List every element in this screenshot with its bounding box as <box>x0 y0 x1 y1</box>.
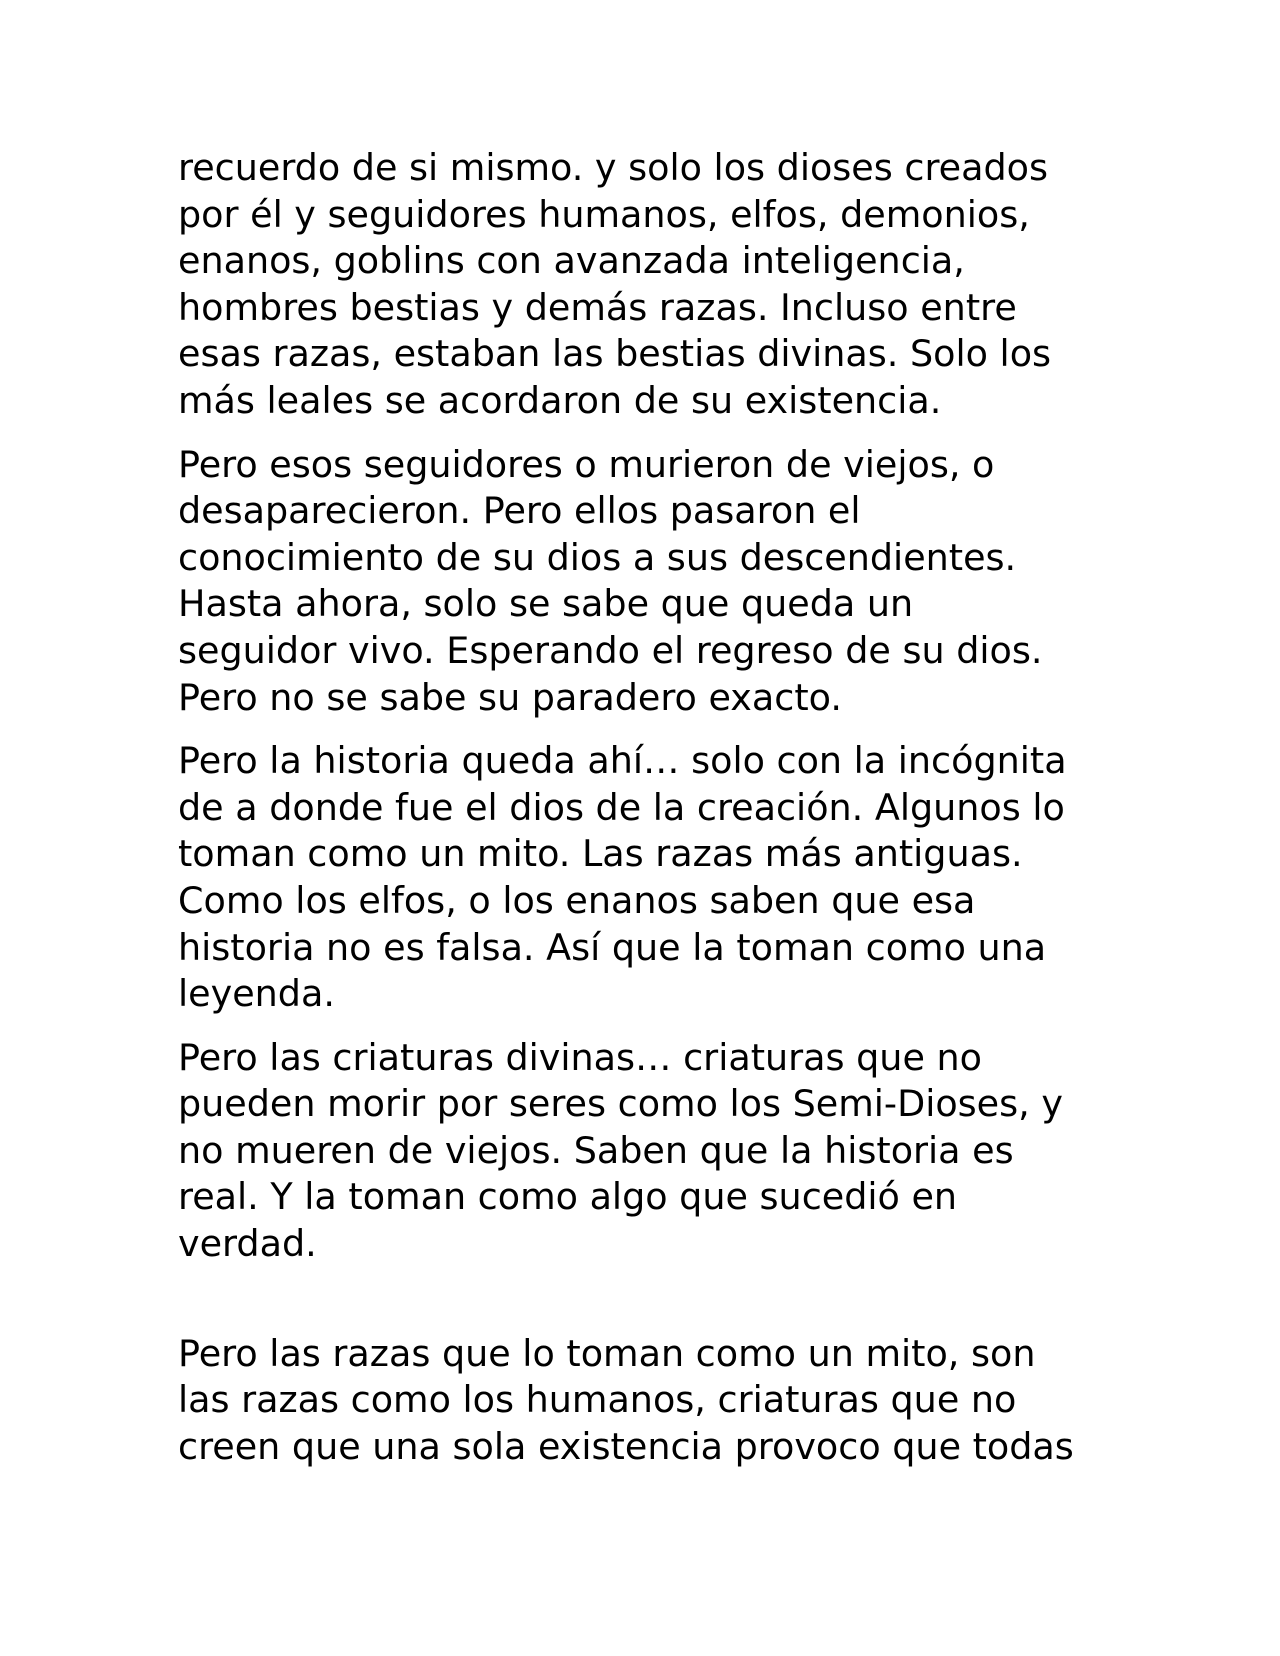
document-body <box>178 145 1118 1487</box>
paragraph-1: recuerdo de si mismo. y solo los dioses creados por él y seguidores humanos, elfos, demonios, enanos, goblins con avanzada inteligencia, hombres bestias y demás razas. Incluso entre esas razas, estaban las bestias divinas. Solo los más leales se acordaron de su existencia. <box>178 146 1052 422</box>
blank-line <box>178 1285 1118 1331</box>
paragraph-2: Pero esos seguidores o murieron de viejos, o desaparecieron. Pero ellos pasaron el conocimiento de su dios a sus descendientes. Hasta ahora, solo se sabe que queda un seguidor vivo. Esperando el regreso de su dios. Pero no se sabe su paradero exacto. <box>178 442 1043 719</box>
paragraph-5: Pero las razas que lo toman como un mito, son las razas como los humanos, criaturas que no creen que una sola existencia provoco que todas <box>178 1331 1074 1468</box>
paragraph-3: Pero la historia queda ahí… solo con la incógnita de a donde fue el dios de la creación. Algunos lo toman como un mito. Las razas más antiguas. Como los elfos, o los enanos saben que esa historia no es falsa. Así que la toman como una leyenda. <box>178 739 1067 1016</box>
paragraph-4: Pero las criaturas divinas… criaturas que no pueden morir por seres como los Semi-Dioses, y no mueren de viejos. Saben que la historia es real. Y la toman como algo que sucedió en verdad. <box>178 1035 1063 1266</box>
